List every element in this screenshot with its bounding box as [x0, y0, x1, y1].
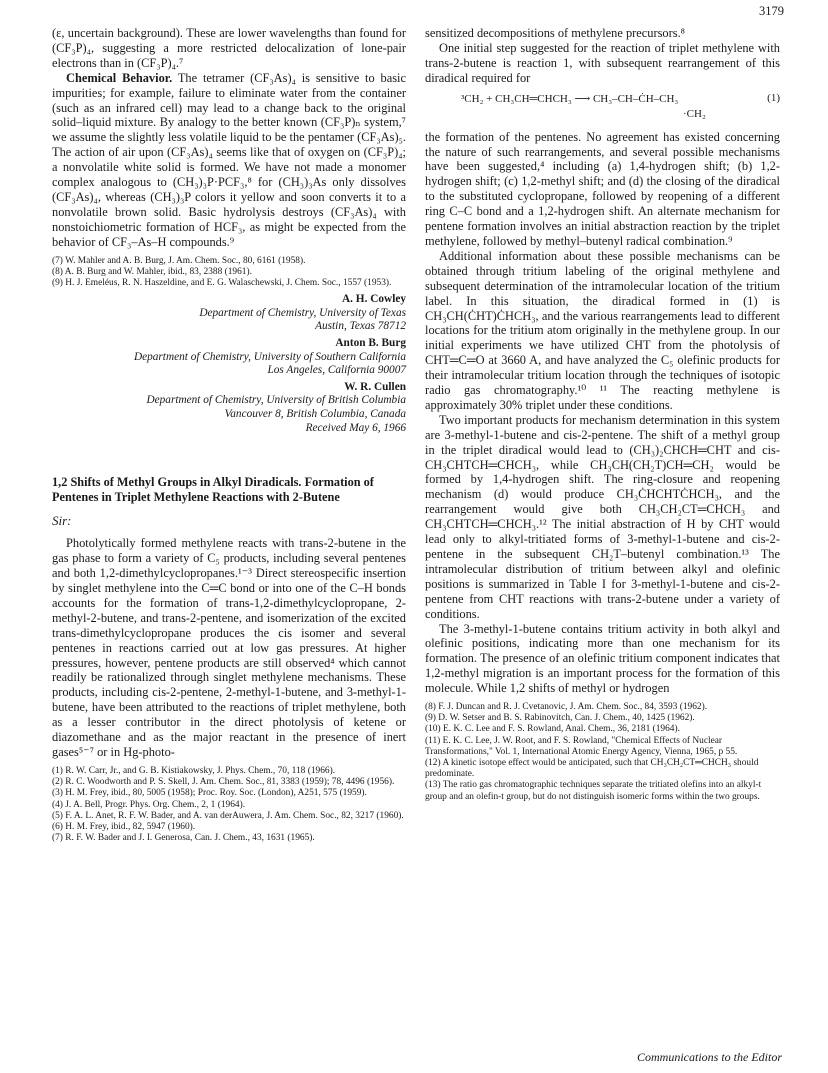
equation-substituent: ·CH₂: [683, 107, 706, 120]
body-paragraph: Photolytically formed methylene reacts with trans-2-butene in the gas phase to form a variety of C₅ products, including several pentenes and both 1,2-dimethylcyclopropanes.¹⁻³ Direct stereospecific insertion by singlet methylene into the C═C bond or into one of the C–H bonds accounts for the formation of trans-1,2-dimethylcyclopropane, 2-methyl-2-butene, and trans-2-pentene, and isomerization of the excited trans-dimethylcyclopropane produces the cis isomer and several pentenes in reactions carried out at low gas pressures. At higher pressures, however, pentene products are still observed⁴ which cannot readily be rationalized through singlet methylene mechanisms. These products, including cis-2-pentene, 2-methyl-1-butene, and 3-methyl-1-butene, have been attributed to the reactions of triplet methylene, both as a lesser contributor in the direct photolysis of ketene or diazomethane and as the major reactant in the presence of inert gases⁵⁻⁷ or in Hg-photo-: [52, 536, 406, 760]
footnote: (8) A. B. Burg and W. Mahler, ibid., 83, 2388 (1961).: [52, 266, 252, 277]
footnote: (7) R. F. W. Bader and J. I. Generosa, Can. J. Chem., 43, 1631 (1965).: [52, 833, 315, 844]
footnotes-right: [425, 702, 780, 803]
left-column: [52, 26, 406, 848]
article-title: 1,2 Shifts of Methyl Groups in Alkyl Diradicals. Formation of Pentenes in Triplet Methylene Reactions with 2-Butene: [52, 475, 374, 504]
received-date: Received May 6, 1966: [305, 421, 406, 434]
footnote: (8) F. J. Duncan and R. J. Cvetanovic, J. Am. Chem. Soc., 84, 3593 (1962).: [425, 702, 708, 713]
footnote: (12) A kinetic isotope effect would be anticipated, such that CH₃CH₂CT═CHCH₃ should predominate.: [425, 758, 759, 780]
author-name: W. R. Cullen: [344, 380, 406, 393]
footnote: (5) F. A. L. Anet, R. F. W. Bader, and A. van derAuwera, J. Am. Chem. Soc., 82, 3217 (1960).: [52, 810, 404, 821]
equation-main: ³CH₂ + CH₃CH═CHCH₃ ⟶ CH₃–CH–ĊH–CH₃: [461, 92, 679, 105]
chemical-behavior-text: The tetramer (CF₃As)₄ is sensitive to basic impurities; for example, failure to eliminate water from the container (such as an infrared cell) may lead to a change back to the original solid–liquid mixture. By analogy to the better known (CF₃P)ₙ system,⁷ we assume the slightly less volatile liquid to be the pentamer (CF₃As)₅. The action of air upon (CF₃As)₄ seems like that of oxygen on (CF₃P)₄; a nonvolatile white solid is formed. We have not made a monomer complex analogous to (CH₃)₃P·PCF₃,⁸ for (CH₃)₃As only dissolves (CF₃As)₄, whereas (CH₃)₃P colors it yellow and soon converts it to a nonvolatile brown solid. Basic hydrolysis destroys (CF₃As)₄ with nonstoichiometric formation of HCF₃, as might be expected from the behavior of CF₃–As–H compounds.⁹: [52, 70, 406, 249]
author-name: A. H. Cowley: [341, 293, 406, 306]
footnote: (4) J. A. Bell, Progr. Phys. Org. Chem., 2, 1 (1964).: [52, 799, 246, 810]
footnote: (9) H. J. Emeléus, R. N. Haszeldine, and E. G. Walaschewski, J. Chem. Soc., 1557 (1953).: [52, 278, 392, 288]
footnote: (9) D. W. Setser and B. S. Rabinovitch, Can. J. Chem., 40, 1425 (1962).: [425, 713, 695, 724]
reaction-equation: [425, 92, 780, 122]
salutation: Sir:: [52, 513, 72, 529]
footnote: (13) The ratio gas chromatographic techniques separate the tritiated olefins into an alkyl-t group and an olefin-t group, but do not distinguish isomeric forms within the two groups.: [425, 780, 762, 802]
author-affiliation: Department of Chemistry, University of Southern California: [133, 350, 406, 363]
author-affiliation: Austin, Texas 78712: [315, 320, 406, 333]
author-block: [52, 293, 406, 435]
author-affiliation: Department of Chemistry, University of Texas: [199, 306, 406, 319]
chemical-behavior-heading: Chemical Behavior.: [66, 70, 173, 85]
footnote: (2) R. C. Woodworth and P. S. Skell, J. Am. Chem. Soc., 81, 3383 (1959); 78, 4496 (1956).: [52, 777, 395, 788]
author-name: Anton B. Burg: [335, 336, 406, 349]
paragraph: Two important products for mechanism determination in this system are 3-methyl-1-butene and cis-2-pentene. The shift of a methyl group in the triplet diradical would lead to (CH₃)₂CHCH═CHT and cis-CH₃CHTCH═CHCH₃, while CH₃CH(CH₂T)CH═CH₂ would be formed by 1,4-hydrogen shift. The ring-closure and reopening mechanism (d) would produce CH₃ĊHCHTĊHCH₃, and the rearrangement would give both CH₃CH₂CT═CHCH₃ and CH₃CHTCH═CHCH₃.¹² The initial abstraction of H by CHT would lead only to alkyl-tritiated forms of 3-methyl-1-butene and cis-2-pentene in the subsequent CH₂T–butenyl combination.¹³ The intramolecular distribution of tritium between alkyl and olefinic positions is summarized in Table I for 3-methyl-1-butene and cis-2-pentene from CHT reactions with trans-2-butene under a variety of conditions.: [425, 412, 780, 621]
footnote: (11) E. K. C. Lee, J. W. Root, and F. S. Rowland, "Chemical Effects of Nuclear Transformations," Vol. 1, International Atomic Energy Agency, Vienna, 1965, p 55.: [425, 735, 738, 757]
paragraph: the formation of the pentenes. No agreement has existed concerning the nature of such rearrangements, and several possible mechanisms have been suggested,⁴ including (a) 1,4-hydrogen shift; (b) 1,2-hydrogen shift; (c) 1,2-methyl shift; and (d) the closing of the diradical to the substituted cyclopropane, followed by reopening of a different ring C–C bond and a 1,2-hydrogen shift. An alternate mechanism for pentene formation involves an initial abstraction reaction by the triplet methylene, followed by methyl–butenyl radical combination.⁹: [425, 129, 780, 248]
intro-paragraph: (ε, uncertain background). These are lower wavelengths than found for (CF₃P)₄, suggesting a more restricted delocalization of lone-pair electrons than in (CF₃P)₄.⁷: [52, 26, 406, 70]
paragraph: One initial step suggested for the reaction of triplet methylene with trans-2-butene is reaction 1, with subsequent rearrangement of this diradical required for: [425, 40, 780, 85]
chemical-behavior-paragraph: [52, 71, 406, 250]
paragraph: sensitized decompositions of methylene precursors.⁸: [425, 26, 685, 40]
footnote: (3) H. M. Frey, ibid., 80, 5005 (1958); Proc. Roy. Soc. (London), A251, 575 (1959).: [52, 788, 367, 799]
footnotes-top-left: [52, 256, 406, 290]
right-column: [425, 26, 780, 807]
footnote: (10) E. K. C. Lee and F. S. Rowland, Anal. Chem., 36, 2181 (1964).: [425, 724, 680, 735]
footnote: (1) R. W. Carr, Jr., and G. B. Kistiakowsky, J. Phys. Chem., 70, 118 (1966).: [52, 765, 336, 776]
paragraph: The 3-methyl-1-butene contains tritium activity in both alkyl and olefinic positions, indicating more than one mechanism for its formation. The presence of an olefinic tritium component indicates that 1,2-methyl migration is an important process for the formation of this molecule. While 1,2 shifts of methyl or hydrogen: [425, 621, 780, 696]
journal-section-footer: Communications to the Editor: [637, 1050, 782, 1064]
footnote: (6) H. M. Frey, ibid., 82, 5947 (1960).: [52, 821, 196, 832]
author-affiliation: Department of Chemistry, University of British Columbia: [146, 394, 406, 407]
equation-number: (1): [767, 91, 780, 104]
footnote: (7) W. Mahler and A. B. Burg, J. Am. Chem. Soc., 80, 6161 (1958).: [52, 255, 306, 266]
paragraph: Additional information about these possible mechanisms can be obtained through tritium labeling of the original methylene and subsequent determination of the intramolecular location of the tritium label. In this situation, the diradical formed in (1) is CH₃CH(ĊHT)ĊHCH₃, and the various rearrangements lead to different locations for the tritium atom originally in the methylene group. In our initial experiments we have utilized CHT from the photolysis of CHT═C═O at 3660 A, and have analyzed the C₅ olefinic products for their intramolecular tritium location through the techniques of isotopic radio gas chromatography.¹⁰ ¹¹ The reacting methylene is approximately 30% triplet under these conditions.: [425, 248, 780, 412]
author-affiliation: Vancouver 8, British Columbia, Canada: [224, 407, 406, 420]
author-affiliation: Los Angeles, California 90007: [267, 364, 406, 377]
page-number: 3179: [759, 4, 784, 18]
footnotes-bottom-left: [52, 766, 406, 844]
